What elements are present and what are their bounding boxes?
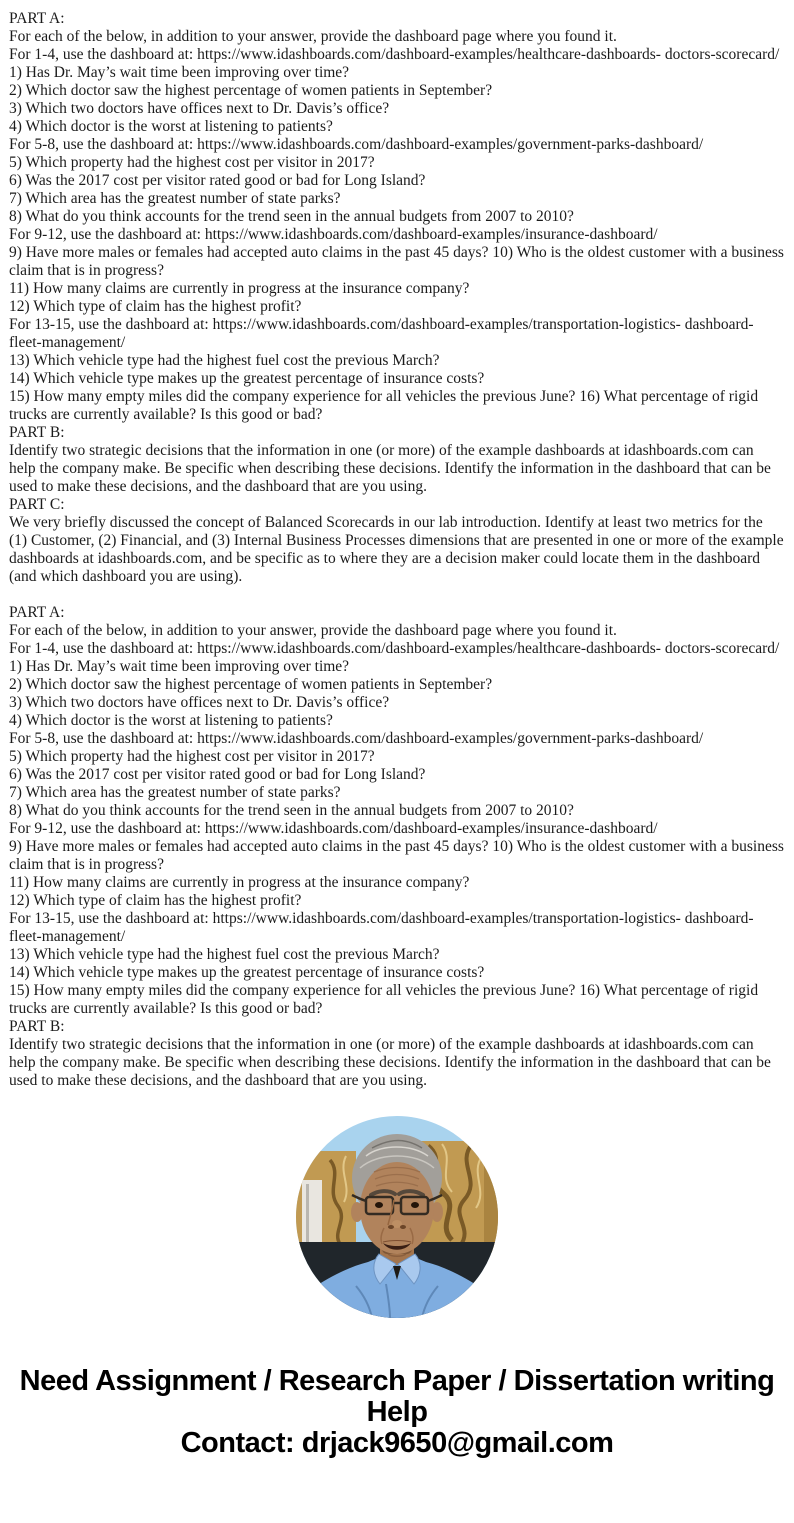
doc-line: Identify two strategic decisions that the information in one (or more) of the example dashboards at idashboards.com can help the company make. Be specific when describing these decisions. Identify the information in the dashboard that can be used to make these decisions, and the dashboard that are you using. — [9, 442, 771, 495]
doc-line: 4) Which doctor is the worst at listening to patients? — [9, 712, 333, 729]
doc-line: 4) Which doctor is the worst at listening to patients? — [9, 118, 333, 135]
doc-line: 3) Which two doctors have offices next to Dr. Davis’s office? — [9, 694, 390, 711]
photo-door-frame — [302, 1180, 322, 1250]
assignment-block-2 — [9, 604, 784, 1090]
doc-line: 11) How many claims are currently in progress at the insurance company? — [9, 874, 470, 891]
doc-line: 1) Has Dr. May’s wait time been improving over time? — [9, 658, 350, 675]
doc-line: Identify two strategic decisions that the information in one (or more) of the example dashboards at idashboards.com can help the company make. Be specific when describing these decisions. Identify the information in the dashboard that can be used to make these decisions, and the dashboard that are you using. — [9, 1036, 771, 1089]
doc-line: 12) Which type of claim has the highest profit? — [9, 298, 302, 315]
doc-line: For 1-4, use the dashboard at: https://www.idashboards.com/dashboard-examples/healthcare-dashboards- doctors-scorecard/ — [9, 46, 780, 63]
doc-line: 8) What do you think accounts for the trend seen in the annual budgets from 2007 to 2010? — [9, 802, 574, 819]
doc-line: For 9-12, use the dashboard at: https://www.idashboards.com/dashboard-examples/insurance-dashboard/ — [9, 820, 658, 837]
doc-line: 5) Which property had the highest cost per visitor in 2017? — [9, 748, 375, 765]
doc-line: 7) Which area has the greatest number of state parks? — [9, 784, 341, 801]
profile-photo-illustration — [296, 1116, 498, 1318]
promo-headline: Need Assignment / Research Paper / Dissertation writing Help — [19, 1365, 775, 1428]
assignment-block-1 — [9, 10, 784, 586]
doc-line: PART C: — [9, 496, 65, 513]
doc-line: For 5-8, use the dashboard at: https://www.idashboards.com/dashboard-examples/government-parks-dashboard/ — [9, 136, 704, 153]
doc-line: 15) How many empty miles did the company experience for all vehicles the previous June? 16) What percentage of rigid trucks are currently available? Is this good or bad? — [9, 982, 759, 1017]
doc-line: 13) Which vehicle type had the highest fuel cost the previous March? — [9, 946, 440, 963]
doc-line: For 1-4, use the dashboard at: https://www.idashboards.com/dashboard-examples/healthcare-dashboards- doctors-scorecard/ — [9, 640, 780, 657]
promo-contact-email: Contact: drjack9650@gmail.com — [180, 1427, 614, 1459]
doc-line: 13) Which vehicle type had the highest fuel cost the previous March? — [9, 352, 440, 369]
doc-line: For 13-15, use the dashboard at: https://www.idashboards.com/dashboard-examples/transportation-logistics- dashboard-fleet-management/ — [9, 910, 754, 945]
doc-line: 14) Which vehicle type makes up the greatest percentage of insurance costs? — [9, 964, 485, 981]
doc-line: 5) Which property had the highest cost per visitor in 2017? — [9, 154, 375, 171]
doc-line: For 9-12, use the dashboard at: https://www.idashboards.com/dashboard-examples/insurance-dashboard/ — [9, 226, 658, 243]
doc-line: 7) Which area has the greatest number of state parks? — [9, 190, 341, 207]
doc-line: 14) Which vehicle type makes up the greatest percentage of insurance costs? — [9, 370, 485, 387]
doc-line: For 5-8, use the dashboard at: https://www.idashboards.com/dashboard-examples/government-parks-dashboard/ — [9, 730, 704, 747]
doc-line: 1) Has Dr. May’s wait time been improving over time? — [9, 64, 350, 81]
profile-photo — [296, 1116, 498, 1318]
doc-line: 2) Which doctor saw the highest percentage of women patients in September? — [9, 676, 493, 693]
doc-line: 9) Have more males or females had accepted auto claims in the past 45 days? 10) Who is the oldest customer with a business claim that is in progress? — [9, 838, 784, 873]
doc-line: For each of the below, in addition to your answer, provide the dashboard page where you found it. — [9, 622, 617, 639]
doc-line: PART B: — [9, 424, 65, 441]
doc-line: PART A: — [9, 10, 65, 27]
promo-footer — [0, 1366, 794, 1459]
doc-line: 8) What do you think accounts for the trend seen in the annual budgets from 2007 to 2010? — [9, 208, 574, 225]
doc-line: 6) Was the 2017 cost per visitor rated good or bad for Long Island? — [9, 172, 426, 189]
doc-line: 9) Have more males or females had accepted auto claims in the past 45 days? 10) Who is the oldest customer with a business claim that is in progress? — [9, 244, 784, 279]
doc-line: PART A: — [9, 604, 65, 621]
doc-line: 3) Which two doctors have offices next to Dr. Davis’s office? — [9, 100, 390, 117]
doc-line: We very briefly discussed the concept of Balanced Scorecards in our lab introduction. Identify at least two metrics for the (1) Customer, (2) Financial, and (3) Internal Business Processes dimensions that are presented in one or more of the example dashboards at idashboards.com, and be specific as to where they are a decision maker could locate them in the dashboard (and which dashboard you are using). — [9, 514, 784, 585]
doc-line: 11) How many claims are currently in progress at the insurance company? — [9, 280, 470, 297]
doc-line: 12) Which type of claim has the highest profit? — [9, 892, 302, 909]
doc-line: For 13-15, use the dashboard at: https://www.idashboards.com/dashboard-examples/transportation-logistics- dashboard-fleet-management/ — [9, 316, 754, 351]
doc-line: PART B: — [9, 1018, 65, 1035]
doc-line: For each of the below, in addition to your answer, provide the dashboard page where you found it. — [9, 28, 617, 45]
doc-line: 15) How many empty miles did the company experience for all vehicles the previous June? 16) What percentage of rigid trucks are currently available? Is this good or bad? — [9, 388, 759, 423]
doc-line: 6) Was the 2017 cost per visitor rated good or bad for Long Island? — [9, 766, 426, 783]
doc-line: 2) Which doctor saw the highest percentage of women patients in September? — [9, 82, 493, 99]
